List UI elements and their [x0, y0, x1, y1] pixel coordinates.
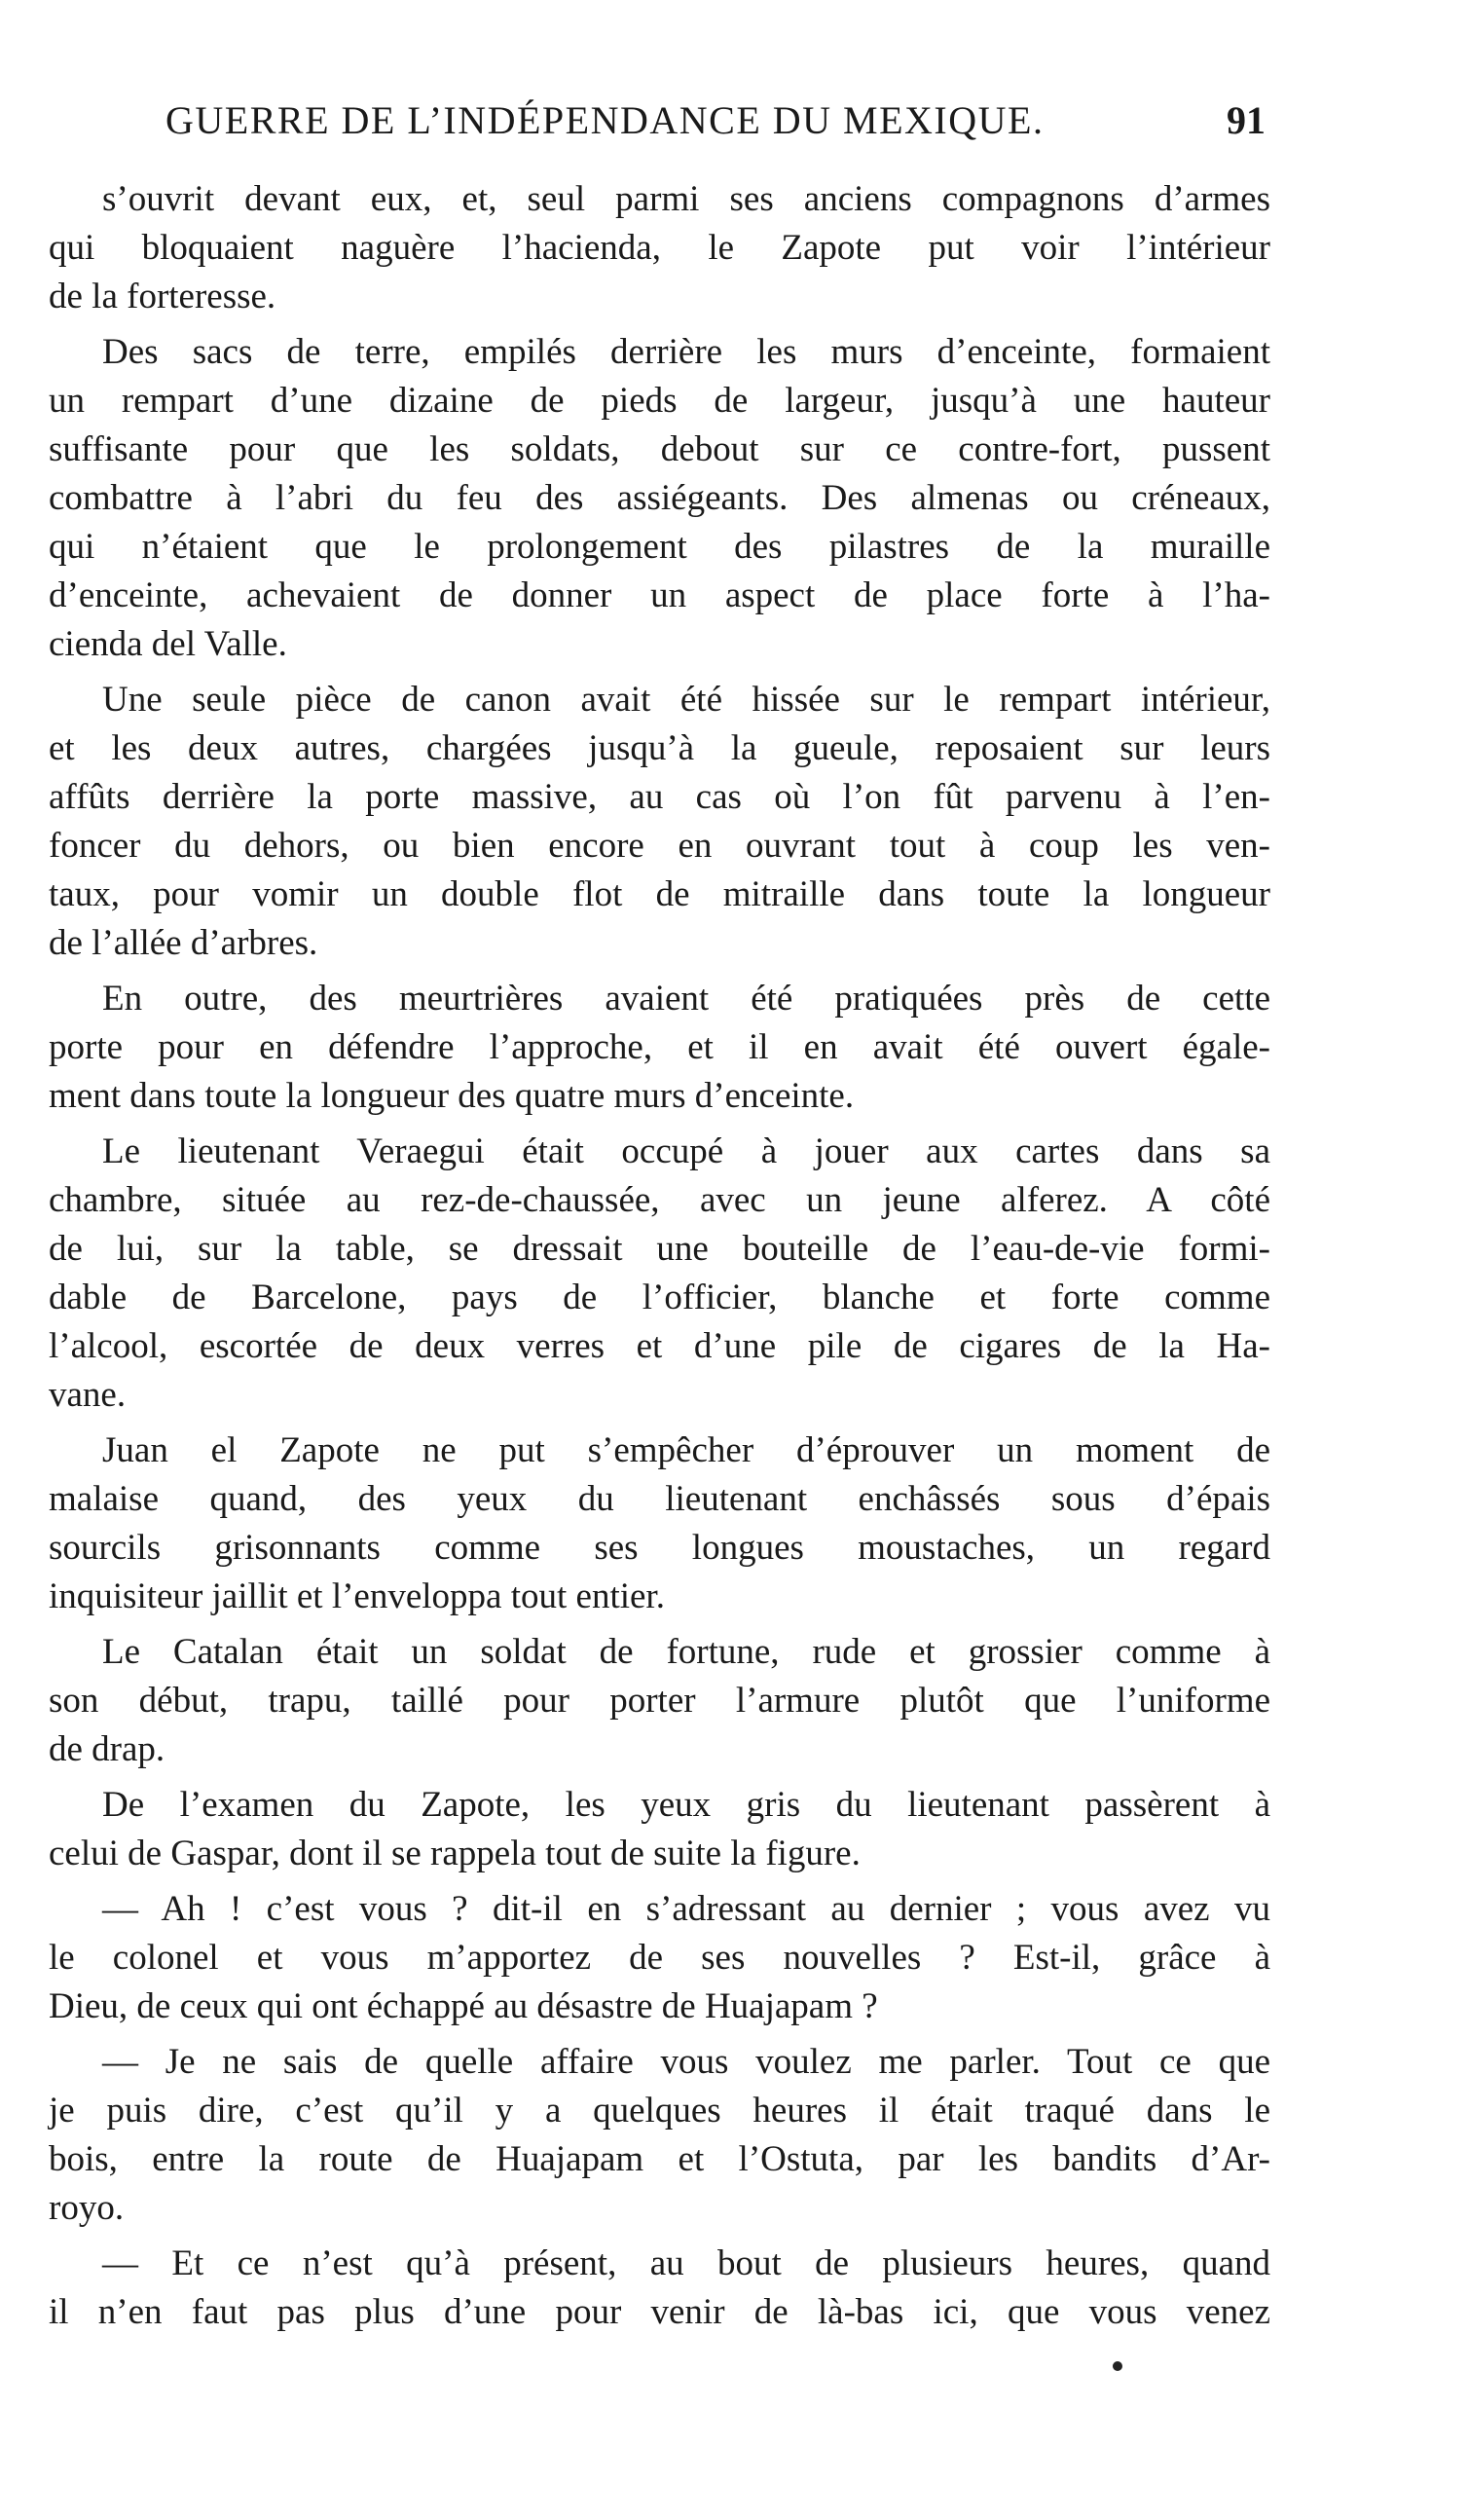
- print-speck: [1113, 2361, 1122, 2371]
- paragraph-gap: [49, 1621, 1270, 1628]
- text-line: affûts derrière la porte massive, au cas où l’on fût parvenu à l’en-: [49, 777, 1270, 817]
- text-line: Le Catalan était un soldat de fortune, rude et grossier comme à: [102, 1632, 1270, 1672]
- paragraph-gap: [49, 2233, 1270, 2240]
- text-line: foncer du dehors, ou bien encore en ouvrant tout à coup les ven-: [49, 826, 1270, 866]
- text-line: Dieu, de ceux qui ont échappé au désastre de Huajapam ?: [49, 1986, 878, 2026]
- text-line: de drap.: [49, 1729, 165, 1769]
- paragraph: [49, 1885, 1270, 2031]
- text-line: celui de Gaspar, dont il se rappela tout de suite la figure.: [49, 1834, 861, 1873]
- text-line: s’ouvrit devant eux, et, seul parmi ses anciens compagnons d’armes: [102, 179, 1270, 219]
- text-line: inquisiteur jaillit et l’enveloppa tout entier.: [49, 1576, 665, 1616]
- text-line: En outre, des meurtrières avaient été pratiquées près de cette: [102, 979, 1270, 1019]
- text-line: — Ah ! c’est vous ? dit-il en s’adressant au dernier ; vous avez vu: [102, 1889, 1270, 1929]
- text-line: ment dans toute la longueur des quatre murs d’enceinte.: [49, 1076, 855, 1116]
- paragraph-gap: [49, 1420, 1270, 1427]
- text-line: sourcils grisonnants comme ses longues moustaches, un regard: [49, 1528, 1270, 1568]
- paragraph-gap: [49, 968, 1270, 975]
- text-line: qui bloquaient naguère l’hacienda, le Zapote put voir l’intérieur: [49, 228, 1270, 268]
- text-line: l’alcool, escortée de deux verres et d’une pile de cigares de la Ha-: [49, 1326, 1270, 1366]
- paragraph: [49, 1628, 1270, 1774]
- text-line: taux, pour vomir un double flot de mitraille dans toute la longueur: [49, 874, 1270, 914]
- paragraph-gap: [49, 669, 1270, 676]
- text-line: son début, trapu, taillé pour porter l’armure plutôt que l’uniforme: [49, 1681, 1270, 1721]
- running-head: [165, 97, 1266, 156]
- text-line: De l’examen du Zapote, les yeux gris du lieutenant passèrent à: [102, 1785, 1270, 1825]
- text-line: qui n’étaient que le prolongement des pilastres de la muraille: [49, 527, 1270, 567]
- text-line: Le lieutenant Veraegui était occupé à jouer aux cartes dans sa: [102, 1131, 1270, 1171]
- text-line: Des sacs de terre, empilés derrière les murs d’enceinte, formaient: [102, 332, 1270, 372]
- paragraph: [49, 2240, 1270, 2337]
- text-line: combattre à l’abri du feu des assiégeants. Des almenas ou créneaux,: [49, 478, 1270, 518]
- text-line: Juan el Zapote ne put s’empêcher d’éprouver un moment de: [102, 1430, 1270, 1470]
- page-number: 91: [1227, 98, 1266, 142]
- text-line: le colonel et vous m’apportez de ses nouvelles ? Est-il, grâce à: [49, 1938, 1270, 1978]
- paragraph: [49, 975, 1270, 1121]
- text-line: chambre, située au rez-de-chaussée, avec un jeune alferez. A côté: [49, 1180, 1270, 1220]
- text-line: porte pour en défendre l’approche, et il en avait été ouvert égale-: [49, 1027, 1270, 1067]
- text-line: de l’allée d’arbres.: [49, 923, 318, 963]
- paragraph: [49, 1128, 1270, 1420]
- paragraph: [49, 175, 1270, 321]
- text-line: de lui, sur la table, se dressait une bouteille de l’eau-de-vie formi-: [49, 1229, 1270, 1269]
- text-line: de la forteresse.: [49, 277, 276, 316]
- paragraph-gap: [49, 2031, 1270, 2038]
- text-line: un rempart d’une dizaine de pieds de largeur, jusqu’à une hauteur: [49, 381, 1270, 421]
- paragraph-gap: [49, 321, 1270, 328]
- text-line: il n’en faut pas plus d’une pour venir de là-bas ici, que vous venez: [49, 2292, 1270, 2332]
- text-line: bois, entre la route de Huajapam et l’Ostuta, par les bandits d’Ar-: [49, 2139, 1270, 2179]
- paragraph: [49, 2038, 1270, 2233]
- paragraph: [49, 676, 1270, 968]
- text-line: — Je ne sais de quelle affaire vous voulez me parler. Tout ce que: [102, 2042, 1270, 2082]
- text-line: cienda del Valle.: [49, 624, 287, 664]
- paragraph-gap: [49, 1121, 1270, 1128]
- text-line: royo.: [49, 2188, 125, 2228]
- paragraph: [49, 1781, 1270, 1878]
- paragraph: [49, 328, 1270, 669]
- text-line: Une seule pièce de canon avait été hissée sur le rempart intérieur,: [102, 680, 1270, 720]
- text-line: malaise quand, des yeux du lieutenant enchâssés sous d’épais: [49, 1479, 1270, 1519]
- text-line: et les deux autres, chargées jusqu’à la gueule, reposaient sur leurs: [49, 728, 1270, 768]
- body-text: [49, 175, 1270, 2337]
- text-line: — Et ce n’est qu’à présent, au bout de plusieurs heures, quand: [102, 2243, 1270, 2283]
- running-title: GUERRE DE L’INDÉPENDANCE DU MEXIQUE.: [165, 98, 1045, 142]
- text-line: dable de Barcelone, pays de l’officier, blanche et forte comme: [49, 1278, 1270, 1317]
- text-line: vane.: [49, 1375, 127, 1415]
- paragraph-gap: [49, 1878, 1270, 1885]
- paragraph-gap: [49, 1774, 1270, 1781]
- text-line: je puis dire, c’est qu’il y a quelques heures il était traqué dans le: [49, 2091, 1270, 2131]
- paragraph: [49, 1427, 1270, 1621]
- text-line: suffisante pour que les soldats, debout sur ce contre-fort, pussent: [49, 429, 1270, 469]
- text-line: d’enceinte, achevaient de donner un aspect de place forte à l’ha-: [49, 575, 1270, 615]
